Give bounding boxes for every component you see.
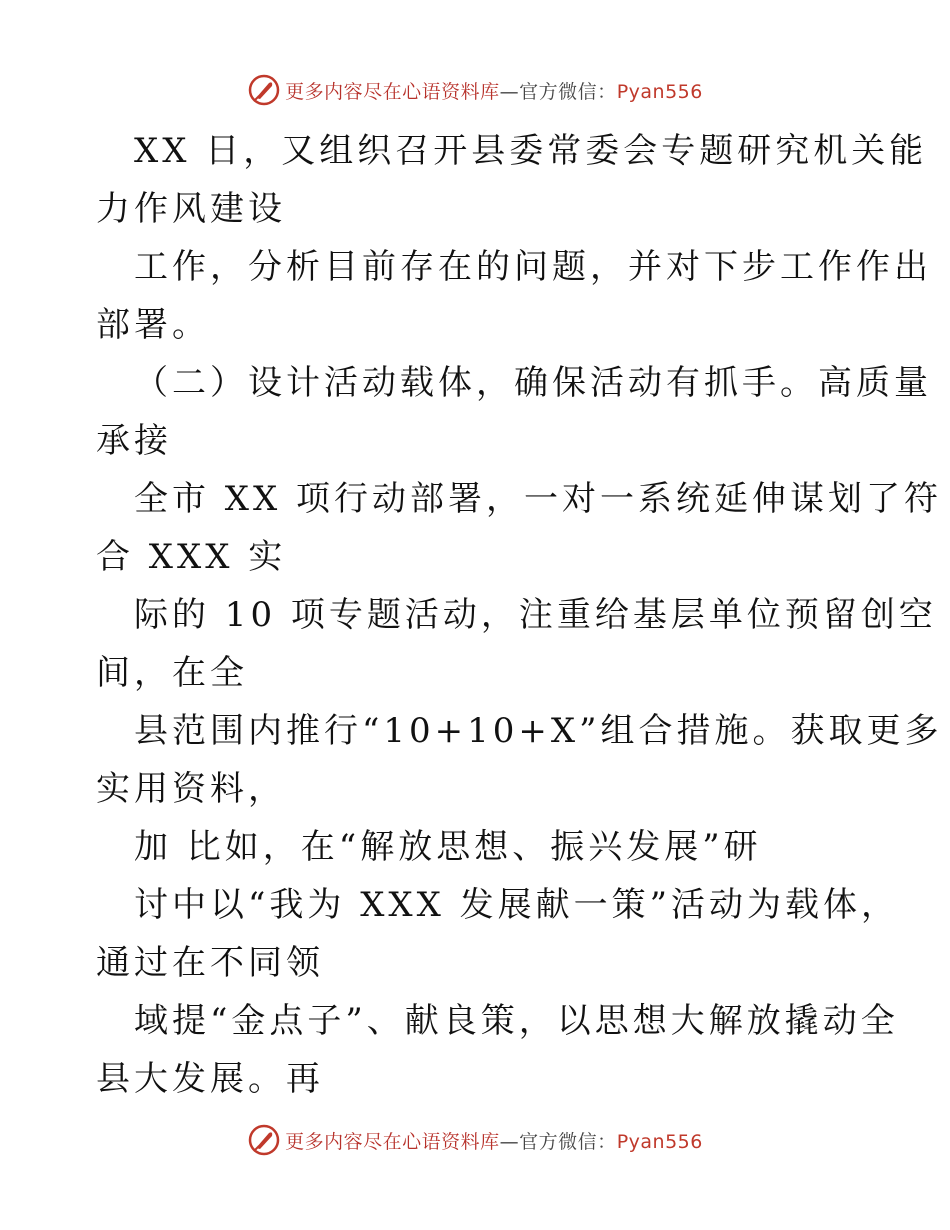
watermark-text (285, 77, 703, 104)
text-line: 部署。 (96, 305, 210, 345)
text-line: 讨中以“我为 XXX 发展献一策”活动为载体， (134, 885, 899, 925)
text-line: 通过在不同领 (96, 943, 324, 983)
text-line: 加 比如，在“解放思想、振兴发展”研 (134, 827, 762, 867)
text-line: 力作风建设 (96, 189, 286, 229)
text-line: 合 XXX 实 (96, 537, 287, 577)
watermark-dash: — (499, 80, 520, 103)
text-line: 间，在全 (96, 653, 248, 693)
text-line: 全市 XX 项行动部署，一对一系统延伸谋划了符 (134, 479, 943, 519)
feather-pen-logo-icon (247, 1123, 281, 1157)
watermark-id: Pyan556 (616, 80, 703, 103)
text-line: 域提“金点子”、献良策，以思想大解放撬动全 (134, 1001, 899, 1041)
text-line: 县范围内推行“10+10+X”组合措施。获取更多 (134, 711, 943, 751)
header-watermark (0, 70, 950, 110)
text-line: 县大发展。再 (96, 1059, 324, 1099)
feather-pen-logo-icon (247, 73, 281, 107)
document-body (96, 122, 943, 1108)
text-line: （二）设计活动载体，确保活动有抓手。高质量 (134, 363, 932, 403)
watermark-id: Pyan556 (616, 1130, 703, 1153)
text-line: 承接 (96, 421, 172, 461)
watermark-main: 更多内容尽在心语资料库 (285, 1130, 500, 1153)
watermark-main: 更多内容尽在心语资料库 (285, 80, 500, 103)
text-line: XX 日，又组织召开县委常委会专题研究机关能 (134, 131, 928, 171)
watermark-sub: 官方微信： (519, 1130, 617, 1153)
watermark-text (285, 1127, 703, 1154)
watermark-sub: 官方微信： (519, 80, 617, 103)
footer-watermark (0, 1120, 950, 1160)
text-line: 工作，分析目前存在的问题，并对下步工作作出 (134, 247, 932, 287)
text-line: 实用资料， (96, 769, 286, 809)
text-line: 际的 10 项专题活动，注重给基层单位预留创空 (134, 595, 937, 635)
watermark-dash: — (499, 1130, 520, 1153)
